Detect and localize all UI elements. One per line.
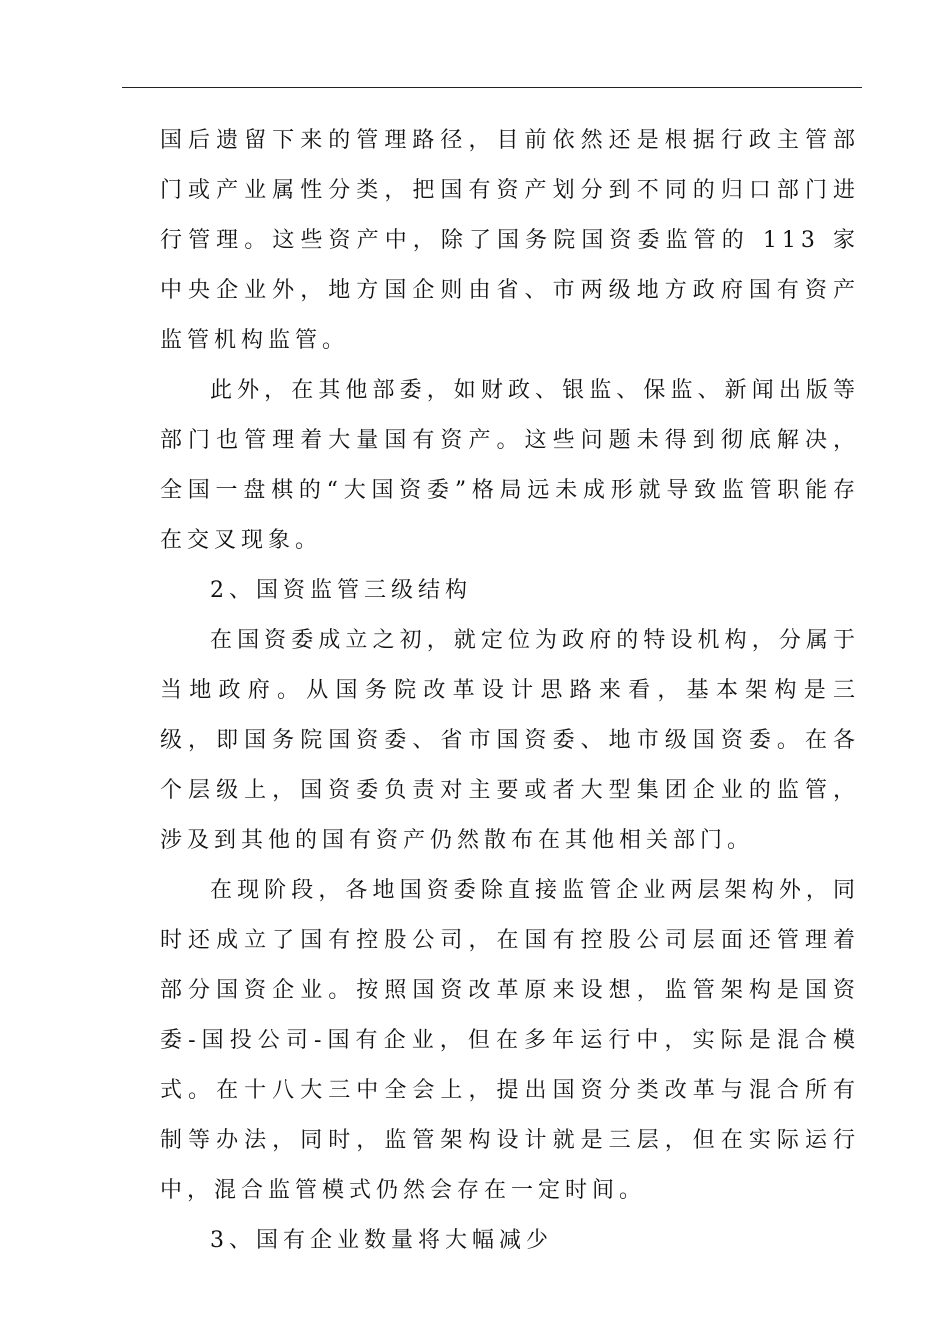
header-rule xyxy=(122,87,862,88)
paragraph-continuation: 国后遗留下来的管理路径，目前依然还是根据行政主管部门或产业属性分类，把国有资产划分到不同的归口部门进行管理。这些资产中，除了国务院国资委监管的 113 家中央企业外，地方国企则由省、市两级地方政府国有资产监管机构监管。 xyxy=(160,128,860,353)
section-heading-soe-reduction: 3、国有企业数量将大幅减少 xyxy=(210,1228,553,1253)
section-heading-three-level-structure: 2、国资监管三级结构 xyxy=(210,578,472,603)
paragraph-sasac-founding: 在国资委成立之初，就定位为政府的特设机构，分属于当地政府。从国务院改革设计思路来看，基本架构是三级，即国务院国资委、省市国资委、地市级国资委。在各个层级上，国资委负责对主要或者大型集团企业的监管，涉及到其他的国有资产仍然散布在其他相关部门。 xyxy=(160,628,860,853)
document-body xyxy=(160,116,860,1266)
paragraph-other-ministries: 此外，在其他部委，如财政、银监、保监、新闻出版等部门也管理着大量国有资产。这些问题未得到彻底解决，全国一盘棋的“大国资委”格局远未成形就导致监管职能存在交叉现象。 xyxy=(160,378,860,553)
paragraph-current-stage: 在现阶段，各地国资委除直接监管企业两层架构外，同时还成立了国有控股公司，在国有控股公司层面还管理着部分国资企业。按照国资改革原来设想，监管架构是国资委-国投公司-国有企业，但在多年运行中，实际是混合模式。在十八大三中全会上，提出国资分类改革与混合所有制等办法，同时，监管架构设计就是三层，但在实际运行中，混合监管模式仍然会存在一定时间。 xyxy=(160,878,860,1203)
